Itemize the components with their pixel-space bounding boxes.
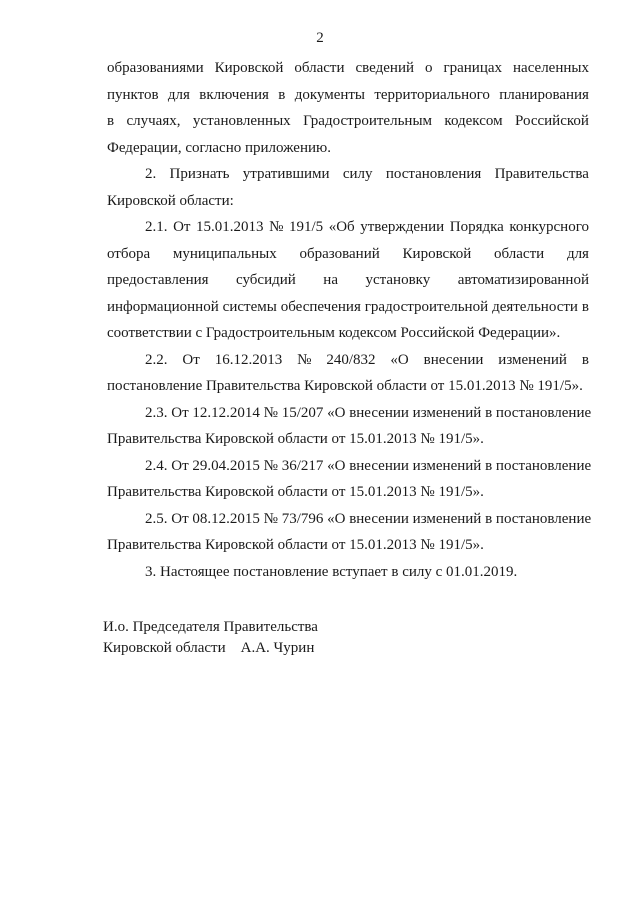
word: силу xyxy=(342,166,373,182)
word: № xyxy=(269,219,284,235)
word: случаях, xyxy=(126,113,181,129)
document-body xyxy=(107,55,592,585)
word: на xyxy=(323,272,338,288)
text-line xyxy=(107,294,589,321)
word: 2. xyxy=(145,166,157,182)
word: градостроительной xyxy=(364,298,489,315)
word: документы xyxy=(294,86,366,103)
word: системы xyxy=(222,298,277,315)
word: субсидий xyxy=(236,272,296,288)
word: в xyxy=(278,86,286,103)
text-line: 2.4. От 29.04.2015 № 36/217 «О внесении изменений в постановление xyxy=(145,457,592,474)
text-line xyxy=(107,214,589,241)
word: От xyxy=(182,351,200,368)
text-line: Правительства Кировской области от 15.01.2013 № 191/5». xyxy=(107,537,484,553)
word: области xyxy=(494,245,545,262)
word: утратившими xyxy=(242,166,330,182)
word: «О xyxy=(390,351,409,368)
text-line xyxy=(107,241,589,268)
word: включения xyxy=(199,86,269,103)
signature-block xyxy=(103,617,318,659)
word: в xyxy=(581,351,589,368)
word: муниципальных xyxy=(172,245,277,262)
word: Градостроительным xyxy=(303,113,433,129)
word: утверждении xyxy=(360,219,445,235)
word: Порядка xyxy=(449,219,504,235)
text-line: 3. Настоящее постановление вступает в силу с 01.01.2019. xyxy=(145,563,518,580)
text-line: соответствии с Градостроительным кодексом Российской Федерации». xyxy=(107,325,561,341)
word: области xyxy=(294,60,345,76)
word: 2.1. xyxy=(145,219,168,235)
word: в xyxy=(581,298,589,315)
word: Кировской xyxy=(402,245,472,262)
text-line: Правительства Кировской области от 15.01.2013 № 191/5». xyxy=(107,431,484,447)
text-line: постановление Правительства Кировской области от 15.01.2013 № 191/5». xyxy=(107,378,583,394)
word: изменений xyxy=(498,351,567,368)
word: Правительства xyxy=(494,166,589,182)
word: для xyxy=(566,245,589,262)
word: населенных xyxy=(513,60,589,76)
word: образованиями xyxy=(107,60,204,76)
word: информационной xyxy=(107,298,219,315)
word: 16.12.2013 xyxy=(214,351,283,368)
word: 240/832 xyxy=(326,351,376,368)
text-line xyxy=(107,55,589,82)
word: в xyxy=(107,113,115,129)
word: образований xyxy=(299,245,380,262)
word: Кировской xyxy=(214,60,284,76)
word: планирования xyxy=(499,86,589,103)
word: постановления xyxy=(385,166,482,182)
word: установку xyxy=(365,272,431,288)
signatory-name: Кировской области А.А. Чурин xyxy=(103,640,315,656)
word: предоставления xyxy=(107,272,209,288)
word: От xyxy=(173,219,191,235)
word: о xyxy=(424,60,433,76)
word: «Об xyxy=(328,219,355,235)
word: границах xyxy=(443,60,503,76)
word: Признать xyxy=(169,166,230,182)
word: обеспечения xyxy=(280,298,361,315)
word: территориального xyxy=(374,86,490,103)
text-line xyxy=(107,161,589,188)
word: кодексом xyxy=(444,113,503,129)
word: конкурсного xyxy=(509,219,589,235)
word: пунктов xyxy=(107,86,159,103)
word: для xyxy=(167,86,190,103)
word: 2.2. xyxy=(145,351,168,368)
word: установленных xyxy=(192,113,291,129)
word: 191/5 xyxy=(288,219,324,235)
word: автоматизированной xyxy=(457,272,589,288)
text-line: Федерации, согласно приложению. xyxy=(107,139,331,156)
text-line: Правительства Кировской области от 15.01.2013 № 191/5». xyxy=(107,484,484,500)
word: деятельности xyxy=(492,298,578,315)
signatory-title: И.о. Председателя Правительства xyxy=(103,619,318,635)
text-line xyxy=(107,347,589,374)
word: Российской xyxy=(515,113,589,129)
word: 15.01.2013 xyxy=(196,219,264,235)
word: внесении xyxy=(423,351,484,368)
page-number: 2 xyxy=(316,30,324,46)
word: сведений xyxy=(355,60,414,76)
text-line xyxy=(107,267,589,294)
text-line: 2.5. От 08.12.2015 № 73/796 «О внесении изменений в постановление xyxy=(145,510,592,527)
text-line: Кировской области: xyxy=(107,192,234,209)
text-line: 2.3. От 12.12.2014 № 15/207 «О внесении изменений в постановление xyxy=(145,404,592,421)
text-line xyxy=(107,82,589,109)
word: отбора xyxy=(107,245,151,262)
text-line xyxy=(107,108,589,135)
word: № xyxy=(297,351,312,368)
